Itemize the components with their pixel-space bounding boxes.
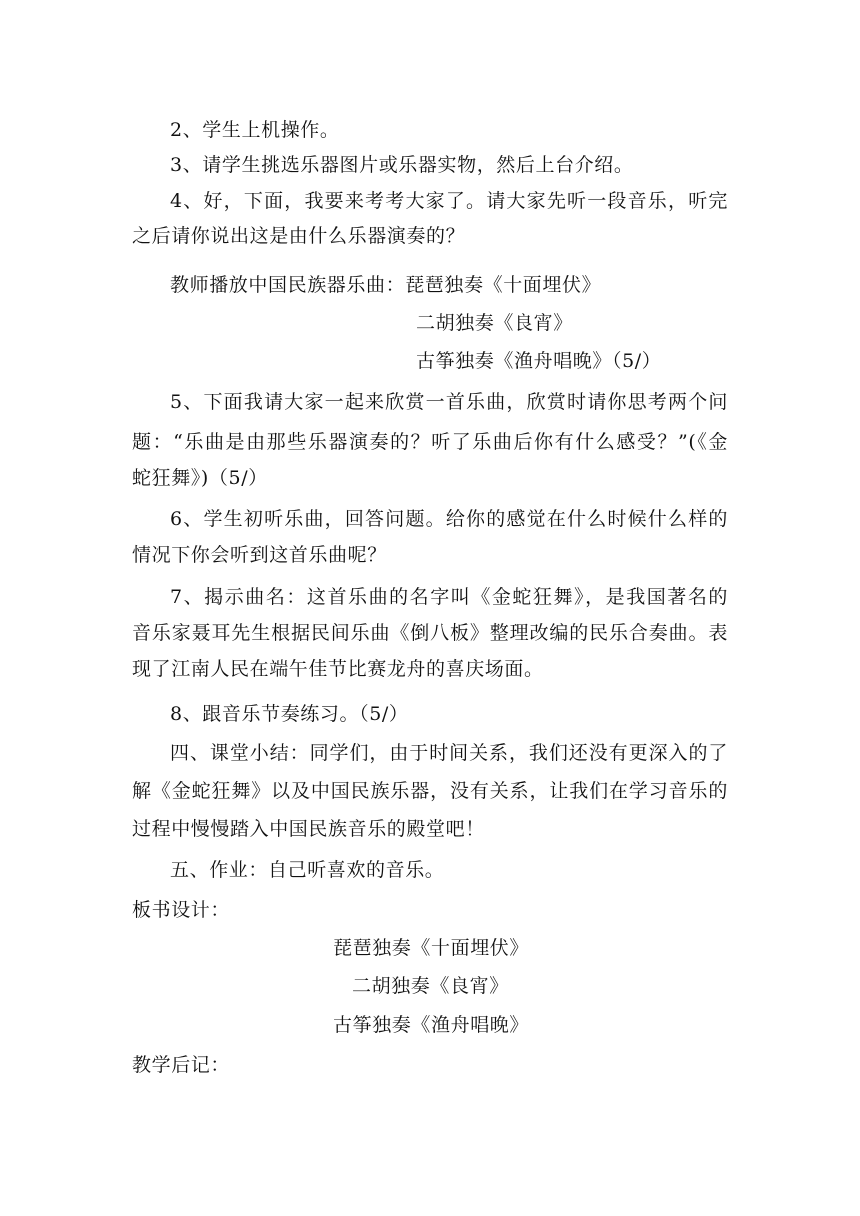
afterword-label: 教学后记： xyxy=(132,1054,231,1076)
teacher-play-line-2: 二胡独奏《良宵》 xyxy=(416,312,573,334)
item-5-line-1: 5、下面我请大家一起来欣赏一首乐曲，欣赏时请你思考两个问 xyxy=(170,391,728,413)
summary-line-3: 过程中慢慢踏入中国民族音乐的殿堂吧！ xyxy=(132,818,485,840)
board-design-line-2: 二胡独奏《良宵》 xyxy=(352,975,509,997)
board-design-line-1: 琵琶独奏《十面埋伏》 xyxy=(333,937,530,959)
board-design-line-3: 古筝独奏《渔舟唱晚》 xyxy=(333,1014,530,1036)
summary-line-1: 四、课堂小结：同学们，由于时间关系，我们还没有更深入的了 xyxy=(170,742,728,764)
item-6-line-1: 6、学生初听乐曲，回答问题。给你的感觉在什么时候什么样的 xyxy=(170,508,728,530)
teacher-play-line-3: 古筝独奏《渔舟唱晚》（5/） xyxy=(416,350,662,372)
homework: 五、作业：自己听喜欢的音乐。 xyxy=(170,859,445,881)
item-5-line-3: 蛇狂舞》)（5/） xyxy=(132,467,268,489)
item-4-line-1: 4、好，下面，我要来考考大家了。请大家先听一段音乐，听完 xyxy=(170,190,728,212)
item-5-line-2: 题：“乐曲是由那些乐器演奏的？听了乐曲后你有什么感受？”(《金 xyxy=(132,431,728,453)
item-3: 3、请学生挑选乐器图片或乐器实物，然后上台介绍。 xyxy=(170,154,634,176)
summary-line-2: 解《金蛇狂舞》以及中国民族乐器，没有关系，让我们在学习音乐的 xyxy=(132,780,728,802)
item-7-line-1: 7、揭示曲名：这首乐曲的名字叫《金蛇狂舞》，是我国著名的 xyxy=(170,586,728,608)
item-7-line-3: 现了江南人民在端午佳节比赛龙舟的喜庆场面。 xyxy=(132,658,544,680)
item-8: 8、跟音乐节奏练习。（5/） xyxy=(170,703,409,725)
item-2: 2、学生上机操作。 xyxy=(170,119,340,141)
item-4-line-2: 之后请你说出这是由什么乐器演奏的？ xyxy=(132,225,466,247)
item-6-line-2: 情况下你会听到这首乐曲呢？ xyxy=(132,544,387,566)
board-design-label: 板书设计： xyxy=(132,899,231,921)
teacher-play-line-1: 教师播放中国民族器乐曲：琵琶独奏《十面埋伏》 xyxy=(170,274,602,296)
item-7-line-2: 音乐家聂耳先生根据民间乐曲《倒八板》整理改编的民乐合奏曲。表 xyxy=(132,622,728,644)
